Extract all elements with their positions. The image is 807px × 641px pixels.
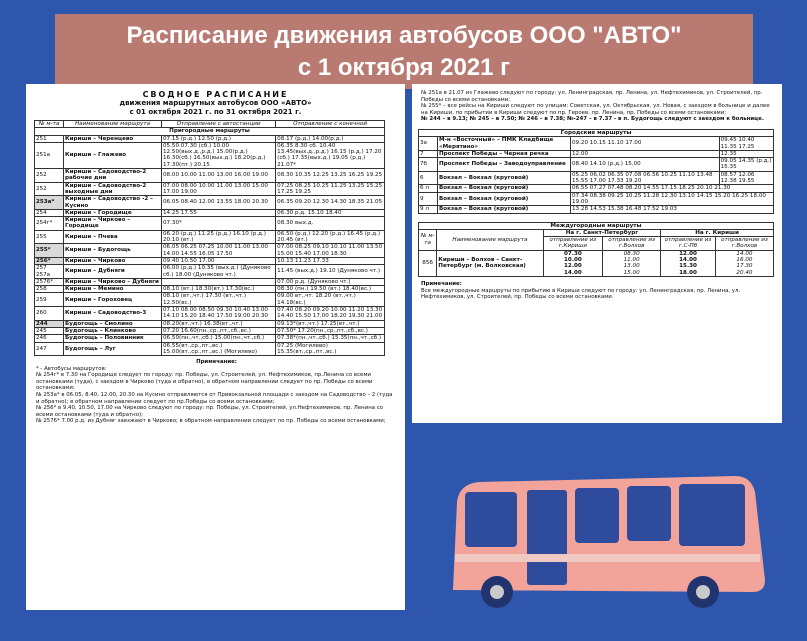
- table-row: [35, 169, 385, 183]
- route-name: Кириши – Садоводство-3: [64, 307, 162, 321]
- ic-col-name: Наименование маршрута: [437, 229, 543, 250]
- route-number: 252: [35, 182, 64, 196]
- title-line-1: Расписание движения автобусов ООО "АВТО": [126, 22, 682, 49]
- depart-station: 08.00 10.00 11.00 13.00 16.00 19.00: [162, 169, 276, 183]
- table-row: [35, 209, 385, 216]
- route-name: Кириши – Гороховец: [64, 293, 162, 307]
- table-row: [419, 150, 774, 157]
- depart-terminal: 06.30 р.д. 15.10 18.40: [276, 209, 385, 216]
- route-number: 9: [419, 192, 438, 206]
- bus-hub: [490, 585, 504, 599]
- depart-terminal: 07.38*(пн.,чт.,сб.) 15.35(пн.,чт.,сб.): [276, 335, 385, 342]
- route-number: 247: [35, 342, 64, 356]
- bus-illustration: [435, 462, 775, 612]
- table-row: [419, 192, 774, 206]
- col-depart-terminal: Отправление с конечной: [276, 121, 385, 128]
- route-name: Кириши – Чирково – Дубняги: [64, 278, 162, 285]
- note-line: № 253а* в 06.05, 8.40, 12.00, 20.30 на Кусино отправляются от Привокзальной площади с заездом на Садоводство – 2 (туда и обратно); в обратном направлении следует по пр.Победы со всеми остановками;: [36, 392, 393, 405]
- time: 16.00: [736, 257, 753, 264]
- note-line: № 256* в 9.40, 10.50, 17.00 на Чирково следуют по городу: пр. Победы, ул. Строителей, ул.Нефтехимиков, пр. Ленина со всеми остановками (туда и обратно);: [36, 405, 384, 418]
- note-line: № 251а в 21.07 из Глажево следуют по городу: ул. Ленинградская, пр. Ленина, ул. Нефтехимиков, ул. Строителей, пр. Победы со всеми остановками;: [421, 90, 763, 103]
- depart-station: 07.00 08.00 10.00 11.00 13.00 15.00 17.00 19.00: [162, 182, 276, 196]
- route-name: Будогощь – Половинник: [64, 335, 162, 342]
- route-number: 244: [35, 320, 64, 327]
- route-name: Кириши – Дубняги: [64, 265, 162, 279]
- depart-terminal: 11.45 (вых.д.) 19.10 (Дуняково чт.): [276, 265, 385, 279]
- note-line: № 244 – в 9.13; № 245 – в 7.50; № 246 – в 7.38; №-247 – в 7.37 - в п. Будогощь следуют с заездом к больнице.: [421, 116, 764, 123]
- ic-to-spb: На г. Санкт-Петербург: [543, 229, 660, 236]
- depart-terminal: 07.00 р.д. (Дуняково чт.): [276, 278, 385, 285]
- times-back: 08.57 12.06 12.38 19.55: [719, 171, 773, 185]
- route-name: Кириши – Городище: [64, 209, 162, 216]
- time: 12.00: [679, 250, 697, 257]
- route-name: Проспект Победы – Черная речка: [438, 150, 571, 157]
- time: 14.00: [679, 257, 697, 264]
- depart-station: 06.55(вт.,ср.,пт.,вс.) 15.00(вт.,ср.,пт.,вс.) (Могилево): [162, 342, 276, 356]
- depart-station: 09.40 10.50 17.00: [162, 257, 276, 264]
- table-row: [35, 196, 385, 210]
- right-footer: [421, 281, 774, 301]
- depart-terminal: 07.50* 17.20(пн.,ср.,пт.,сб.,вс.): [276, 327, 385, 334]
- time: 11.00: [623, 257, 640, 264]
- times-round: 13.28 14.53 15.38 16.48 17.52 19.03: [571, 206, 774, 213]
- table-row: [35, 265, 385, 279]
- note-line: * - Автобусы маршрутов:: [36, 365, 107, 372]
- times-out: 05.25 06.02 06.35 07.08 06.56 10.25 11.10 13.48 15.55 17.00 17.33 19.20: [571, 171, 720, 185]
- times-out: 08.40 14.10 (р.д.) 15.00: [571, 158, 720, 172]
- left-title: СВОДНОЕ РАСПИСАНИЕ: [142, 90, 289, 99]
- bus-stripe: [455, 554, 760, 562]
- note-line: № 255* – все рейсы на Кириши следуют по улицам: Советская, ул. Октябрьская, ул. Новая, с заездом в больнице и далее на Кириши, по прибытии в Кириши следуют по пр. Героев, пр. Ленина, пр. Победы со всеми остановками;: [421, 103, 770, 116]
- route-name: Проспект Победы – Заводоуправление: [438, 158, 571, 172]
- route-number: 254г*: [35, 217, 64, 231]
- depart-station: 07.15 (р.д.) 12.50 (р.д.): [162, 135, 276, 142]
- time: 10.00: [564, 257, 582, 264]
- table-row: [35, 335, 385, 342]
- depart-terminal: 06.35 8.30 сб. 10.40 13.45(вых.д.,р.д.) 16.15 (р.д.) 17.20 (сб.) 17.35(вых.д.) 19.05 (р.д.) 21.07*: [276, 142, 385, 168]
- route-name: Вокзал – Вокзал (круговой): [438, 171, 571, 185]
- depart-terminal: 07.25 (Могилево) 15.35(вт.,ср.,пт.,вс.): [276, 342, 385, 356]
- route-name: Кириши – Черенцево: [64, 135, 162, 142]
- route-name: Кириши – Садоводство -2 – Кусино: [64, 196, 162, 210]
- route-number: 257 257а: [35, 265, 64, 279]
- depart-station: 07.10 08.00 08.50 09.30 10.40 13.00 14.10 15.20 18.40 17.50 19.00 20.30: [162, 307, 276, 321]
- city-routes-table: [418, 129, 774, 214]
- times-back: 12.35: [719, 150, 773, 157]
- time: 14.00: [736, 250, 753, 257]
- left-notes: [36, 359, 397, 425]
- table-row: [35, 286, 385, 293]
- route-name: Вокзал – Вокзал (круговой): [438, 206, 571, 213]
- route-name: М-н «Восточный» – ПМК Кладбище «Мерятино»: [438, 137, 571, 151]
- col-number: № м-та: [35, 121, 64, 128]
- depart-station: 05.50 07.30 (сб.) 10.00 12.50(вых.д.,р.д.) 15.00(р.д.) 16.30(сб.) 16.50(вых.д.) 18.20(р.д.) 17.30(пт.) 20.15: [162, 142, 276, 168]
- title-banner: [55, 14, 753, 89]
- time: 12.00: [564, 263, 582, 270]
- table-row: [419, 137, 774, 151]
- depart-station: 08.10 (вт.) 18.30(вт.) 17.30(вс.): [162, 286, 276, 293]
- time: 15.30: [679, 263, 697, 270]
- depart-station: 06.00 (р.д.) 10.35 (вых.д.) (Дуняково сб.) 18.00 (Дуняково чт.): [162, 265, 276, 279]
- table-row: [35, 327, 385, 334]
- time: 20.40: [736, 269, 753, 276]
- schedule-sheet-left: [26, 84, 405, 610]
- title-line-2: с 1 октября 2021 г: [297, 54, 511, 81]
- depart-station: 14.25 17.55: [162, 209, 276, 216]
- depart-terminal: 07.00 08.25 09.10 10.10 11.00 13.50 15.00 15.40 17.00 18.30: [276, 244, 385, 258]
- times-round: 06.55 07.27 07.48 08.20 14.55 17.15 18.25 20.10 21.30: [571, 185, 774, 192]
- time: 07.30: [564, 250, 582, 257]
- bus-window: [465, 492, 517, 547]
- route-name: Кириши – Чирково: [64, 257, 162, 264]
- depart-station: 07.20 16.60(пн.,ср.,пт.,сб.,вс.): [162, 327, 276, 334]
- depart-terminal: 06.35 09.20 12.30 14.30 18.35 21.05: [276, 196, 385, 210]
- route-number: 245: [35, 327, 64, 334]
- route-number: 6 л: [419, 185, 438, 192]
- section-intercity: Междугородные маршруты: [419, 222, 774, 229]
- ic-dep-volkhov: отправление из г.Волхов: [603, 237, 661, 251]
- route-name: Кириши – Садоводство-2 рабочие дни: [64, 169, 162, 183]
- time: 17.30: [736, 263, 753, 270]
- times-back: 09.45 10.40 11.35 17.25: [719, 137, 773, 151]
- table-row: [35, 278, 385, 285]
- route-number: 256*: [35, 257, 64, 264]
- route-name: Вокзал – Вокзал (круговой): [438, 185, 571, 192]
- route-number: 255*: [35, 244, 64, 258]
- route-number: 255: [35, 230, 64, 244]
- depart-terminal: 07.40 08.20 09.20 10.00 11.20 13.30 14.40 15.50 17.00 18.20 19.30 21.00: [276, 307, 385, 321]
- depart-station: 08.10 (вт.,чт.) 17.30 (вт.,чт.) 12.50(вс.): [162, 293, 276, 307]
- table-row: [35, 142, 385, 168]
- bus-window: [627, 486, 671, 541]
- route-number: 3а: [419, 137, 438, 151]
- section-city: Городские маршруты: [419, 129, 774, 136]
- ic-times-b: [603, 250, 661, 276]
- table-row: [35, 135, 385, 142]
- footer-text: Все междугородные маршруты по прибытию в Кириши следуют по городу: ул. Ленинградская, пр. Ленина, ул. Нефтехимиков, ул. Строителей, пр. Победы со всеми остановками.: [421, 287, 741, 301]
- table-row: [35, 217, 385, 231]
- route-number: 254: [35, 209, 64, 216]
- times-out: 12.00: [571, 150, 720, 157]
- times-back: 09.05 14.35 (р.д.) 15.35: [720, 158, 772, 171]
- ic-times-c: [661, 250, 716, 276]
- depart-terminal: 07.25 08.25 10.25 11.25 13.25 15.25 17.25 19.25: [276, 182, 385, 196]
- table-row: [35, 182, 385, 196]
- table-row: [35, 342, 385, 356]
- table-row: [419, 185, 774, 192]
- note-line: № 254г* в 7.30 на Городище следует по городу: пр. Победы, ул. Строителей, ул. Нефтехимиков, пр.Ленина со всеми остановками (туда), с заездом в Чирково (туда и обратно), в обратном направлении следует по пр. Победы со всеми остановками;: [36, 372, 373, 392]
- route-number: 259: [35, 293, 64, 307]
- ic-col-number: № м-та: [419, 229, 437, 250]
- note-line: № 2576* 7.00 р.д. из Дубняг заезжают в Чирково; в обратном направлении следует по пр. Победы со всеми остановками;: [36, 418, 386, 425]
- table-row: [35, 320, 385, 327]
- table-row: [35, 293, 385, 307]
- depart-terminal: 08.30 вых.д.: [276, 217, 385, 231]
- route-name: Кириши – Пчева: [64, 230, 162, 244]
- right-notes: [421, 90, 774, 123]
- bus-door: [527, 490, 567, 585]
- table-row: [419, 158, 774, 172]
- table-row: [35, 230, 385, 244]
- route-number: 252: [35, 169, 64, 183]
- ic-dep-spb: отправление из г.С-Пб: [661, 237, 716, 251]
- table-row: [35, 257, 385, 264]
- ic-to-kirishi: На г. Кириши: [661, 229, 774, 236]
- time: 18.00: [679, 269, 697, 276]
- route-name: Будогощь – Луг: [64, 342, 162, 356]
- route-name: Кириши – Чирково – Городище: [64, 217, 162, 231]
- depart-station: 06.50(пн.,чт.,сб.) 15.00(пн.,чт.,сб.): [162, 335, 276, 342]
- table-row: [419, 171, 774, 185]
- bus-hub: [696, 585, 710, 599]
- ic-route-number: 856: [419, 250, 437, 276]
- schedule-sheet-right: [412, 84, 782, 423]
- notes-title: Примечание:: [196, 359, 237, 366]
- section-suburban: Пригородные маршруты: [35, 128, 385, 135]
- times-round: 07.34 08.38 09.25 10.25 11.28 12.30 13.10 14.15 15.20 16.25 18.00 19.00: [571, 192, 774, 206]
- depart-station: 06.20 (р.д.) 11.25 (р.д.) 16.10 (р.д.) 20.10 (вт.): [162, 230, 276, 244]
- depart-terminal: 09.00 вт.,чт. 18.20 (вт.,чт.) 14.18(вс.): [276, 293, 385, 307]
- depart-station: 06.05 08.40 12.00 13.55 18.00 20.30: [162, 196, 276, 210]
- route-name: Кириши – Глажево: [64, 142, 162, 168]
- bus-front-window: [679, 484, 745, 546]
- ic-times-d: [715, 250, 773, 276]
- time: 14.00: [564, 269, 582, 276]
- route-number: 9 л: [419, 206, 438, 213]
- left-period: с 01 октября 2021 г. по 31 октября 2021 г.: [129, 108, 302, 116]
- col-route: Наименование маршрута: [64, 121, 162, 128]
- depart-terminal: 08.30 10.35 12.25 13.25 16.25 19.25: [276, 169, 385, 183]
- depart-terminal: 08.30 (пн.) 19.50 (вт.) 18.40(вс.): [276, 286, 385, 293]
- route-number: 251а: [35, 142, 64, 168]
- route-name: Будогощь – Смолино: [64, 320, 162, 327]
- route-number: 6: [419, 171, 438, 185]
- depart-terminal: 08.17 (р.д.) 14.00(р.д.): [276, 135, 385, 142]
- route-number: 260: [35, 307, 64, 321]
- depart-station: 06.05 06.25 07.25 10.00 11.00 13.00 14.00 14.55 16.05 17.50: [162, 244, 276, 258]
- depart-station: 08.20(вт.,чт.) 16.38(вт.,чт.): [162, 320, 276, 327]
- route-number: 7: [419, 150, 438, 157]
- depart-terminal: 06.50 (р.д.) 12.20 (р.д.) 16.45 (р.д.) 20.45 (вт.): [276, 230, 385, 244]
- col-depart-station: Отправление с автостанции: [162, 121, 276, 128]
- suburban-table: [34, 120, 385, 356]
- route-number: 7б: [419, 158, 438, 172]
- table-row: [35, 244, 385, 258]
- route-number: 2576*: [35, 278, 64, 285]
- route-name: Будогощь – Клинково: [64, 327, 162, 334]
- depart-terminal: 09.13*(вт.,чт.) 17.25(вт.,чт.): [276, 320, 385, 327]
- bus-window: [575, 488, 619, 543]
- route-number: 246: [35, 335, 64, 342]
- route-name: Кириши – Садоводство-2 выходные дни: [64, 182, 162, 196]
- ic-route-name: Кириши – Волхов – Санкт-Петербург (м. Волковская): [437, 250, 543, 276]
- intercity-table: [418, 222, 774, 277]
- time: 08.30: [623, 250, 640, 257]
- route-name: Кириши – Будогощь: [64, 244, 162, 258]
- table-row: [35, 307, 385, 321]
- footer-title: Примечание:: [421, 280, 462, 287]
- left-subtitle: движения маршрутных автобусов ООО «АВТО»: [119, 99, 312, 107]
- depart-terminal: 10.13 11.23 17.33: [276, 257, 385, 264]
- route-number: 251: [35, 135, 64, 142]
- route-name: Вокзал – Вокзал (круговой): [438, 192, 571, 206]
- route-name: Кириши – Мемино: [64, 286, 162, 293]
- ic-times-a: [543, 250, 602, 276]
- depart-station: [162, 278, 276, 285]
- time: 15.00: [623, 269, 640, 276]
- ic-dep-volkhov-2: отправление из г.Волхов: [715, 237, 773, 251]
- table-row: [419, 206, 774, 213]
- ic-dep-kirishi: отправление из г.Кириши: [543, 237, 602, 251]
- route-number: 258: [35, 286, 64, 293]
- route-number: 253а*: [35, 196, 64, 210]
- depart-station: 07.30*: [162, 217, 276, 231]
- times-out: 09.20 10.15 11.10 17.00: [571, 137, 720, 151]
- time: 13.00: [623, 263, 640, 270]
